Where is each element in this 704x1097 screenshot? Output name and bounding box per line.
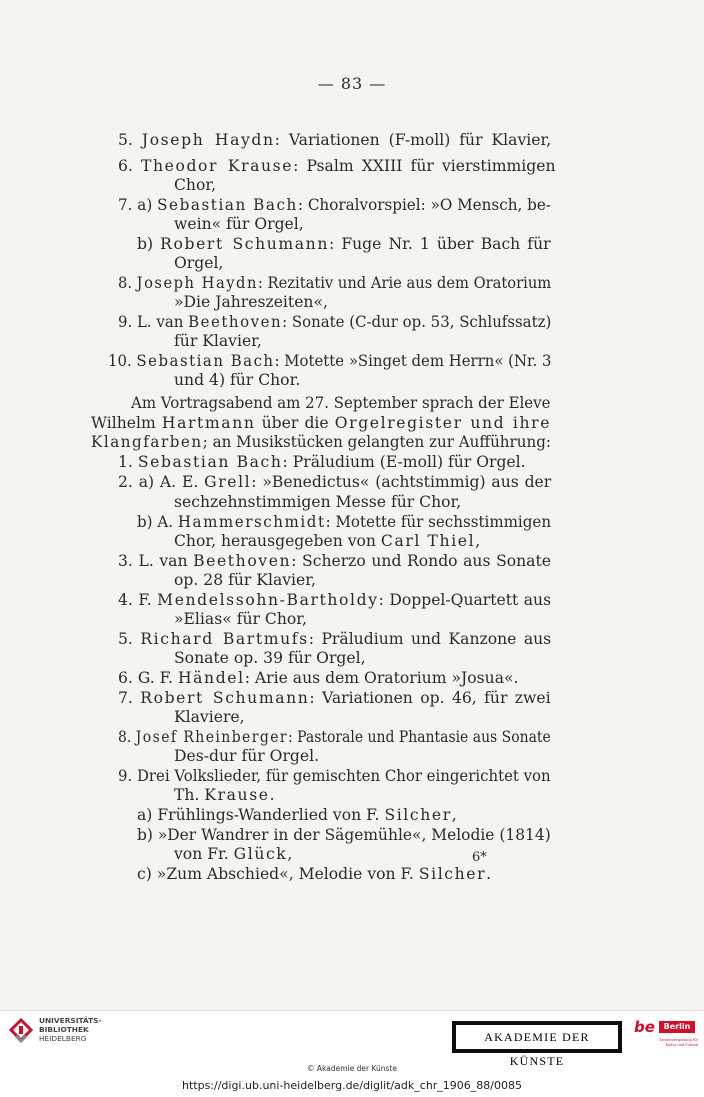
text-line xyxy=(137,865,491,884)
text-segment: , xyxy=(451,806,457,824)
text-segment: 1. xyxy=(118,453,138,471)
text-line xyxy=(174,845,292,864)
text-line xyxy=(174,708,245,727)
text-line xyxy=(174,293,328,312)
text-segment: a) Frühlings-Wanderlied von F. xyxy=(137,806,385,824)
text-segment: : Präludium und Kanzone aus xyxy=(308,630,552,648)
text-segment: 5. xyxy=(118,131,142,149)
text-segment: Sonate op. 39 für Orgel, xyxy=(174,649,366,667)
akademie-logo-text: AKADEMIE DER KÜNSTE xyxy=(456,1025,618,1049)
text-segment: 7. xyxy=(118,689,141,707)
spaced-name: Krause xyxy=(204,786,270,804)
text-segment: : »Benedictus« (achtstimmig) aus der xyxy=(251,473,552,491)
text-line xyxy=(131,394,551,413)
text-segment: 9. L. van xyxy=(118,313,189,331)
text-segment: Des-dur für Orgel. xyxy=(174,747,320,765)
spaced-name: Robert Schumann xyxy=(140,689,310,707)
text-segment: : Psalm XXIII für vierstimmigen xyxy=(293,157,556,175)
berlin-logo-subtitle: Senatsverwaltung für Kultur und Europa xyxy=(659,1038,698,1047)
text-segment: für Klavier, xyxy=(174,332,262,350)
text-segment: : Präludium (E-moll) für Orgel. xyxy=(282,453,526,471)
text-segment: 5. xyxy=(118,630,141,648)
spaced-name: Sebastian Bach xyxy=(157,196,298,214)
text-segment: : Rezitativ und Arie aus dem Oratorium xyxy=(257,274,552,292)
spaced-name: Joseph Haydn xyxy=(141,131,275,149)
text-segment: : Pastorale und Phantasie aus Sonate xyxy=(287,728,551,746)
spaced-name: Mendelssohn-Bartholdy xyxy=(157,591,379,609)
berlin-logo-be: be xyxy=(634,1018,655,1036)
text-line xyxy=(174,786,275,805)
text-line xyxy=(118,630,551,649)
text-segment: b) xyxy=(137,235,161,253)
text-segment: 10. xyxy=(108,352,137,370)
text-segment: , xyxy=(475,532,481,550)
spaced-name: Robert Schumann xyxy=(160,235,329,253)
text-line xyxy=(118,473,551,492)
spaced-name: Carl Thiel xyxy=(380,532,476,550)
text-segment: wein« für Orgel, xyxy=(174,215,304,233)
text-line xyxy=(118,313,551,332)
text-segment: Am Vortragsabend am 27. September sprach der Eleve xyxy=(131,394,551,412)
text-line xyxy=(174,332,262,351)
text-segment: : Sonate (C-dur op. 53, Schlufssatz) xyxy=(282,313,552,331)
text-segment: 7. a) xyxy=(118,196,158,214)
spaced-name: Sebastian Bach xyxy=(137,453,283,471)
text-line xyxy=(174,493,461,512)
text-segment: sechzehnstimmigen Messe für Chor, xyxy=(174,493,462,511)
spaced-name: Josef Rheinberger xyxy=(135,728,288,746)
text-line xyxy=(174,571,316,590)
spaced-name: Klangfarben xyxy=(91,433,203,451)
text-segment: »Elias« für Chor, xyxy=(174,610,307,628)
text-line xyxy=(91,433,551,452)
text-segment: von Fr. xyxy=(174,845,234,863)
text-segment: , xyxy=(287,845,293,863)
text-segment: 3. L. van xyxy=(118,552,194,570)
text-line xyxy=(118,131,551,150)
spaced-name: Theodor Krause xyxy=(141,157,294,175)
text-line xyxy=(118,157,556,176)
text-segment: : Arie aus dem Oratorium »Josua«. xyxy=(244,669,519,687)
text-segment: 2. a) A. E. xyxy=(118,473,205,491)
akademie-der-kuenste-logo[interactable] xyxy=(452,1021,622,1068)
ub-heidelberg-logo[interactable] xyxy=(8,1016,102,1046)
text-line xyxy=(118,196,551,215)
text-segment: und 4) für Chor. xyxy=(174,371,301,389)
text-line xyxy=(137,806,457,825)
text-line xyxy=(174,747,319,766)
spaced-name: Silcher xyxy=(384,806,452,824)
text-segment: Th. xyxy=(174,786,205,804)
text-segment: : Doppel-Quartett aus xyxy=(378,591,552,609)
text-line xyxy=(91,414,551,433)
text-segment: ; an Musikstücken gelangten zur Aufführung: xyxy=(202,433,551,451)
text-line xyxy=(174,215,304,234)
ub-logo-line: BIBLIOTHEK xyxy=(39,1025,89,1034)
text-line xyxy=(137,513,551,532)
text-segment: Wilhelm xyxy=(91,414,162,432)
text-segment: : Variationen (F-moll) für Klavier, xyxy=(274,131,552,149)
spaced-name: Joseph Haydn xyxy=(136,274,258,292)
text-line xyxy=(118,274,551,293)
spaced-name: Sebastian Bach xyxy=(136,352,275,370)
ub-heidelberg-logo-icon xyxy=(8,1016,34,1046)
text-line xyxy=(118,689,551,708)
text-line xyxy=(174,371,300,390)
text-line xyxy=(174,610,307,629)
text-line xyxy=(118,591,551,610)
text-segment: . xyxy=(269,786,275,804)
spaced-name: Beethoven xyxy=(193,552,292,570)
berlin-senate-logo[interactable] xyxy=(634,1018,698,1058)
text-line xyxy=(137,235,551,254)
text-segment: : Fuge Nr. 1 über Bach für xyxy=(328,235,551,253)
text-segment: b) »Der Wandrer in der Sägemühle«, Melodie (1814) xyxy=(137,826,551,844)
text-segment: 8. xyxy=(118,274,137,292)
text-segment: 6. G. F. xyxy=(118,669,178,687)
signature-mark: 6* xyxy=(472,850,487,865)
copyright-notice: © Akademie der Künste xyxy=(307,1064,397,1073)
ub-logo-line: UNIVERSITÄTS- xyxy=(39,1016,102,1025)
text-segment: 8. xyxy=(118,728,136,746)
ub-heidelberg-logo-text xyxy=(39,1016,102,1043)
text-segment: Chor, herausgegeben von xyxy=(174,532,381,550)
text-segment: : Motette »Singet dem Herrn« (Nr. 3 xyxy=(274,352,552,370)
spaced-name: Beethoven xyxy=(188,313,283,331)
text-line xyxy=(174,649,366,668)
text-line xyxy=(137,826,551,845)
spaced-name: Richard Bartmufs xyxy=(140,630,309,648)
text-segment: Chor, xyxy=(174,176,217,194)
text-segment: : Choralvorspiel: »O Mensch, be- xyxy=(297,196,551,214)
ub-logo-line: HEIDELBERG xyxy=(39,1034,87,1043)
spaced-name: Grell xyxy=(204,473,252,491)
berlin-logo-box: Berlin xyxy=(659,1021,695,1033)
text-segment: Orgel, xyxy=(174,254,224,272)
spaced-name: Händel xyxy=(177,669,245,687)
text-line xyxy=(118,669,519,688)
spaced-name: Glück xyxy=(233,845,288,863)
text-segment: »Die Jahreszeiten«, xyxy=(174,293,328,311)
text-line xyxy=(108,352,551,371)
text-line xyxy=(174,176,216,195)
text-line xyxy=(174,532,480,551)
text-line xyxy=(174,254,223,273)
text-segment: : Motette für sechsstimmigen xyxy=(325,513,552,531)
text-segment: 6. xyxy=(118,157,142,175)
text-segment: Klaviere, xyxy=(174,708,245,726)
spaced-name: Hammerschmidt xyxy=(177,513,326,531)
text-line xyxy=(118,552,551,571)
page-number: — 83 — xyxy=(317,74,387,93)
text-segment: 9. Drei Volkslieder, für gemischten Chor eingerichtet von xyxy=(118,767,551,785)
text-segment: : Variationen op. 46, für zwei xyxy=(309,689,551,707)
text-segment: op. 28 für Klavier, xyxy=(174,571,316,589)
spaced-name: Silcher xyxy=(418,865,487,883)
spaced-name: Orgelregister und ihre xyxy=(334,414,552,432)
text-line xyxy=(118,453,526,472)
text-segment: über die xyxy=(255,414,335,432)
text-line xyxy=(118,728,551,747)
text-line xyxy=(118,767,551,786)
text-segment: : Scherzo und Rondo aus Sonate xyxy=(291,552,551,570)
spaced-name: Hartmann xyxy=(161,414,256,432)
text-segment: b) A. xyxy=(137,513,178,531)
page-url[interactable]: https://digi.ub.uni-heidelberg.de/diglit/adk_chr_1906_88/0085 xyxy=(181,1079,523,1092)
text-segment: . xyxy=(486,865,492,883)
text-segment: c) »Zum Abschied«, Melodie von F. xyxy=(137,865,419,883)
text-segment: 4. F. xyxy=(118,591,158,609)
